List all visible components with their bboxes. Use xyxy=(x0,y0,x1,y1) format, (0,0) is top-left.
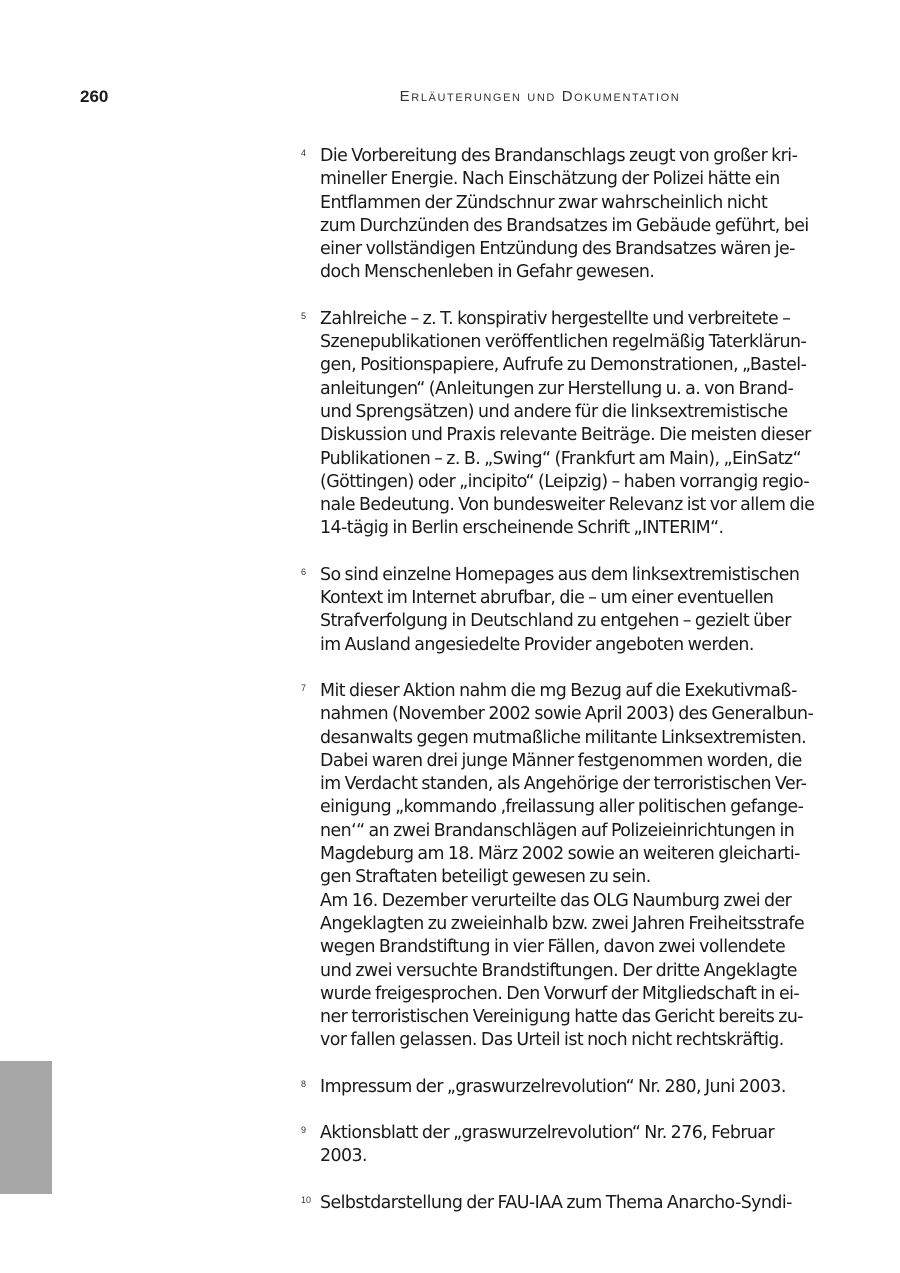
endnote xyxy=(300,564,820,657)
endnote-text: Die Vorbereitung des Brandanschlags zeugt von großer kri- mineller Energie. Nach Einschätzung der Polizei hätte ein Entflammen der Zündschnur zwar wahrscheinlich nicht zum Durchzünden des Brandsatzes im Gebäude geführt, bei einer vollständigen Entzündung des Brandsatzes wären je- doch Menschenleben in Gefahr gewesen. xyxy=(320,146,809,283)
endnotes-list xyxy=(300,145,820,1238)
endnote-text: So sind einzelne Homepages aus dem linksextremistischen Kontext im Internet abrufbar, die – um einer eventuellen Strafverfolgung in Deutschland zu entgehen – gezielt über im Ausland angesiedelte Provider angeboten werden. xyxy=(320,564,800,655)
endnote xyxy=(300,1192,820,1215)
endnote xyxy=(300,1122,820,1169)
endnote xyxy=(300,145,820,285)
endnote-number: 7 xyxy=(301,682,307,693)
endnote xyxy=(300,308,820,541)
endnote-text: Mit dieser Aktion nahm die mg Bezug auf die Exekutivmaß- nahmen (November 2002 sowie April 2003) des Generalbun- desanwalts gegen mutmaßliche militante Linksextremisten. Dabei waren drei junge Männer festgenommen worden, die im Verdacht standen, als Angehörige der terroristischen Ver- einigung „kommando ‚freilassung aller politischen gefange- nen‘“ an zwei Brandanschlägen auf Polizeieinrichtungen in Magdeburg am 18. März 2002 sowie an weiteren gleicharti- gen Straftaten beteiligt gewesen zu sein. Am 16. Dezember verurteilte das OLG Naumburg zwei der Angeklagten zu zweieinhalb bzw. zwei Jahren Freiheitsstrafe wegen Brandstiftung in vier Fällen, davon zwei vollendete und zwei versuchte Brandstiftungen. Der dritte Angeklagte wurde freigesprochen. Den Vorwurf der Mitgliedschaft in ei- ner terroristischen Vereinigung hatte das Gericht bereits zu- vor fallen gelassen. Das Urteil ist noch nicht rechtskräftig. xyxy=(320,680,814,1051)
endnote-number: 5 xyxy=(301,310,307,321)
endnote-number: 10 xyxy=(301,1194,312,1205)
chapter-side-tab xyxy=(0,1061,52,1194)
endnote-number: 4 xyxy=(301,148,307,158)
endnote-text: Selbstdarstellung der FAU-IAA zum Thema Anarcho-Syndi- xyxy=(320,1192,792,1213)
endnote-number: 8 xyxy=(301,1078,307,1089)
running-head: Erläuterungen und Dokumentation xyxy=(399,88,681,105)
endnote xyxy=(300,680,820,1053)
endnote-text: Zahlreiche – z. T. konspirativ hergestellte und verbreitete – Szenepublikationen veröffentlichen regelmäßig Taterklärun- gen, Positionspapiere, Aufrufe zu Demonstrationen, „Bastel- anleitungen“ (Anleitungen zur Herstellung u. a. von Brand- und Sprengsätzen) und andere für die linksextremistische Diskussion und Praxis relevante Beiträge. Die meisten dieser Publikationen – z. B. „Swing“ (Frankfurt am Main), „EinSatz“ (Göttingen) oder „incipito“ (Leipzig) – haben vorrangig regio- nale Bedeutung. Von bundesweiter Relevanz ist vor allem die 14-tägig in Berlin erscheinende Schrift „INTERIM“. xyxy=(320,308,815,539)
page-number: 260 xyxy=(80,87,109,106)
endnote-text: Aktionsblatt der „graswurzelrevolution“ Nr. 276, Februar 2003. xyxy=(320,1122,775,1167)
endnote-text: Impressum der „graswurzelrevolution“ Nr. 280, Juni 2003. xyxy=(320,1076,786,1097)
endnote xyxy=(300,1076,820,1099)
endnote-number: 9 xyxy=(301,1124,307,1135)
endnote-number: 6 xyxy=(301,566,307,577)
